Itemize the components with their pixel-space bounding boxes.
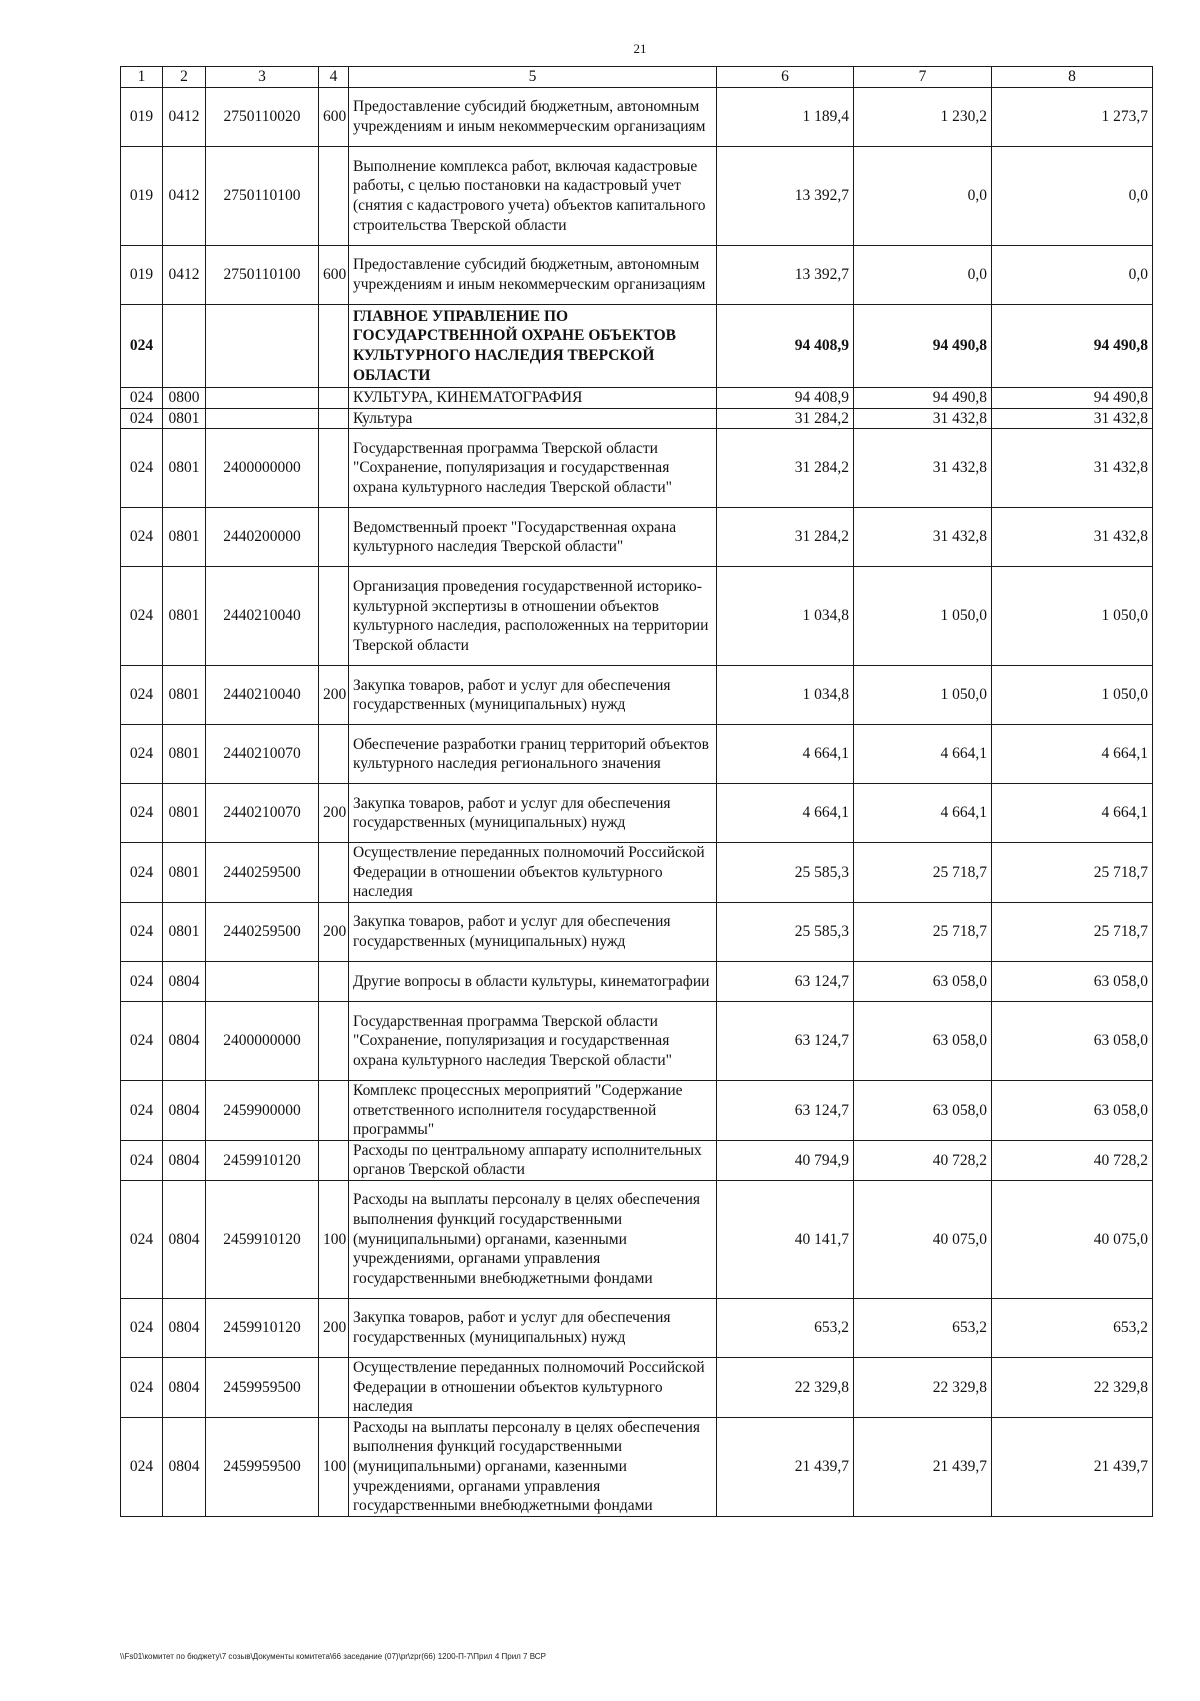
cell-section: 0801 <box>163 429 206 508</box>
cell-chapter: 024 <box>121 1001 163 1080</box>
cell-expense-type: 200 <box>319 666 349 725</box>
cell-target-code <box>206 961 319 1001</box>
table-row <box>121 666 1153 725</box>
cell-amount-col7: 31 432,8 <box>854 429 992 508</box>
cell-name: Осуществление переданных полномочий Российской Федерации в отношении объектов культурного наследия <box>349 843 717 903</box>
cell-section: 0801 <box>163 784 206 843</box>
cell-amount-col7: 31 432,8 <box>854 508 992 567</box>
cell-name: Предоставление субсидий бюджетным, автономным учреждениям и иным некоммерческим организациям <box>349 88 717 147</box>
cell-amount-col7: 63 058,0 <box>854 961 992 1001</box>
cell-amount-col8: 63 058,0 <box>992 961 1153 1001</box>
cell-chapter: 019 <box>121 246 163 305</box>
cell-amount-col8: 94 490,8 <box>992 388 1153 409</box>
cell-name: Другие вопросы в области культуры, кинематографии <box>349 961 717 1001</box>
cell-expense-type: 100 <box>319 1417 349 1516</box>
cell-target-code: 2440259500 <box>206 843 319 903</box>
cell-amount-col6: 21 439,7 <box>717 1417 854 1516</box>
cell-expense-type <box>319 1080 349 1140</box>
table-row <box>121 725 1153 784</box>
cell-section: 0804 <box>163 1180 206 1298</box>
cell-chapter: 024 <box>121 1357 163 1417</box>
cell-expense-type: 600 <box>319 246 349 305</box>
cell-chapter: 024 <box>121 408 163 429</box>
cell-expense-type <box>319 508 349 567</box>
cell-amount-col7: 40 075,0 <box>854 1180 992 1298</box>
cell-chapter: 024 <box>121 1298 163 1357</box>
cell-amount-col7: 94 490,8 <box>854 388 992 409</box>
cell-name: ГЛАВНОЕ УПРАВЛЕНИЕ ПО ГОСУДАРСТВЕННОЙ ОХРАНЕ ОБЪЕКТОВ КУЛЬТУРНОГО НАСЛЕДИЯ ТВЕРСКОЙ ОБЛАСТИ <box>349 305 717 388</box>
cell-section: 0412 <box>163 88 206 147</box>
table-row <box>121 1357 1153 1417</box>
table-row <box>121 246 1153 305</box>
table-row <box>121 88 1153 147</box>
cell-section: 0801 <box>163 508 206 567</box>
table-row <box>121 1080 1153 1140</box>
cell-amount-col7: 1 050,0 <box>854 567 992 666</box>
table-row <box>121 784 1153 843</box>
table-row <box>121 147 1153 246</box>
cell-amount-col8: 40 728,2 <box>992 1140 1153 1180</box>
cell-section: 0801 <box>163 567 206 666</box>
cell-section: 0801 <box>163 902 206 961</box>
budget-table <box>120 66 1153 1517</box>
table-row <box>121 1417 1153 1516</box>
cell-amount-col8: 31 432,8 <box>992 408 1153 429</box>
cell-chapter: 024 <box>121 1180 163 1298</box>
table-row <box>121 508 1153 567</box>
column-header: 8 <box>992 67 1153 88</box>
cell-amount-col7: 0,0 <box>854 147 992 246</box>
cell-expense-type <box>319 1140 349 1180</box>
cell-name: Расходы по центральному аппарату исполнительных органов Тверской области <box>349 1140 717 1180</box>
cell-name: Ведомственный проект "Государственная охрана культурного наследия Тверской области" <box>349 508 717 567</box>
footer-file-path: \\Fs01\комитет по бюджету\7 созыв\Документы комитета\66 заседание (07)\pr\zpr(66) 1200-П-7\Прил 4 Прил 7 ВСР <box>120 1652 546 1661</box>
cell-amount-col6: 40 141,7 <box>717 1180 854 1298</box>
cell-name: Организация проведения государственной историко-культурной экспертизы в отношении объектов культурного наследия, расположенных на территории Тверской области <box>349 567 717 666</box>
cell-name: Закупка товаров, работ и услуг для обеспечения государственных (муниципальных) нужд <box>349 666 717 725</box>
cell-amount-col6: 63 124,7 <box>717 961 854 1001</box>
cell-amount-col7: 22 329,8 <box>854 1357 992 1417</box>
cell-amount-col8: 63 058,0 <box>992 1080 1153 1140</box>
column-header: 4 <box>319 67 349 88</box>
header-row <box>121 67 1153 88</box>
cell-section: 0801 <box>163 408 206 429</box>
cell-amount-col6: 13 392,7 <box>717 246 854 305</box>
cell-expense-type: 100 <box>319 1180 349 1298</box>
cell-section <box>163 305 206 388</box>
cell-chapter: 024 <box>121 508 163 567</box>
cell-chapter: 024 <box>121 666 163 725</box>
cell-target-code: 2459910120 <box>206 1180 319 1298</box>
cell-expense-type <box>319 961 349 1001</box>
cell-section: 0804 <box>163 1080 206 1140</box>
cell-amount-col7: 653,2 <box>854 1298 992 1357</box>
cell-amount-col8: 653,2 <box>992 1298 1153 1357</box>
cell-name: Расходы на выплаты персоналу в целях обеспечения выполнения функций государственными (муниципальными) органами, казенными учреждениями, органами управления государственными внебюджетными фондами <box>349 1417 717 1516</box>
cell-amount-col6: 1 034,8 <box>717 666 854 725</box>
cell-amount-col7: 31 432,8 <box>854 408 992 429</box>
cell-target-code: 2440210070 <box>206 725 319 784</box>
cell-expense-type: 600 <box>319 88 349 147</box>
cell-expense-type: 200 <box>319 902 349 961</box>
cell-expense-type <box>319 388 349 409</box>
column-header: 3 <box>206 67 319 88</box>
cell-amount-col6: 31 284,2 <box>717 508 854 567</box>
cell-name: Закупка товаров, работ и услуг для обеспечения государственных (муниципальных) нужд <box>349 1298 717 1357</box>
cell-expense-type <box>319 147 349 246</box>
cell-amount-col6: 4 664,1 <box>717 725 854 784</box>
cell-name: Расходы на выплаты персоналу в целях обеспечения выполнения функций государственными (муниципальными) органами, казенными учреждениями, органами управления государственными внебюджетными фондами <box>349 1180 717 1298</box>
cell-expense-type: 200 <box>319 784 349 843</box>
cell-amount-col7: 63 058,0 <box>854 1001 992 1080</box>
cell-chapter: 024 <box>121 902 163 961</box>
column-header: 6 <box>717 67 854 88</box>
cell-amount-col6: 25 585,3 <box>717 902 854 961</box>
cell-amount-col7: 21 439,7 <box>854 1417 992 1516</box>
cell-chapter: 024 <box>121 1140 163 1180</box>
table-row <box>121 429 1153 508</box>
cell-section: 0801 <box>163 725 206 784</box>
cell-name: Выполнение комплекса работ, включая кадастровые работы, с целью постановки на кадастровый учет (снятия с кадастрового учета) объектов капитального строительства Тверской области <box>349 147 717 246</box>
cell-section: 0804 <box>163 1357 206 1417</box>
column-header: 5 <box>349 67 717 88</box>
cell-name: Осуществление переданных полномочий Российской Федерации в отношении объектов культурного наследия <box>349 1357 717 1417</box>
cell-amount-col6: 22 329,8 <box>717 1357 854 1417</box>
cell-section: 0804 <box>163 961 206 1001</box>
cell-amount-col8: 4 664,1 <box>992 725 1153 784</box>
cell-amount-col7: 4 664,1 <box>854 784 992 843</box>
cell-chapter: 024 <box>121 843 163 903</box>
cell-amount-col8: 21 439,7 <box>992 1417 1153 1516</box>
cell-target-code: 2459900000 <box>206 1080 319 1140</box>
cell-amount-col8: 1 273,7 <box>992 88 1153 147</box>
cell-expense-type <box>319 843 349 903</box>
cell-target-code: 2440200000 <box>206 508 319 567</box>
cell-section: 0804 <box>163 1298 206 1357</box>
column-header: 7 <box>854 67 992 88</box>
cell-chapter: 024 <box>121 961 163 1001</box>
cell-amount-col7: 94 490,8 <box>854 305 992 388</box>
cell-amount-col6: 63 124,7 <box>717 1080 854 1140</box>
table-row <box>121 1001 1153 1080</box>
cell-name: Культура <box>349 408 717 429</box>
cell-target-code: 2459910120 <box>206 1298 319 1357</box>
cell-amount-col6: 1 189,4 <box>717 88 854 147</box>
cell-amount-col8: 1 050,0 <box>992 666 1153 725</box>
cell-section: 0801 <box>163 666 206 725</box>
cell-target-code <box>206 408 319 429</box>
column-header: 2 <box>163 67 206 88</box>
table-row <box>121 961 1153 1001</box>
cell-expense-type <box>319 567 349 666</box>
cell-chapter: 024 <box>121 429 163 508</box>
cell-chapter: 024 <box>121 388 163 409</box>
cell-expense-type <box>319 429 349 508</box>
cell-target-code: 2750110020 <box>206 88 319 147</box>
cell-section: 0804 <box>163 1417 206 1516</box>
cell-expense-type: 200 <box>319 1298 349 1357</box>
table-row <box>121 902 1153 961</box>
cell-amount-col8: 0,0 <box>992 246 1153 305</box>
cell-chapter: 019 <box>121 147 163 246</box>
cell-target-code <box>206 305 319 388</box>
cell-amount-col8: 22 329,8 <box>992 1357 1153 1417</box>
cell-amount-col8: 25 718,7 <box>992 843 1153 903</box>
table-row <box>121 305 1153 388</box>
cell-amount-col6: 13 392,7 <box>717 147 854 246</box>
cell-amount-col7: 25 718,7 <box>854 843 992 903</box>
cell-amount-col7: 1 230,2 <box>854 88 992 147</box>
cell-section: 0412 <box>163 246 206 305</box>
cell-expense-type <box>319 408 349 429</box>
cell-expense-type <box>319 1001 349 1080</box>
table-row <box>121 1140 1153 1180</box>
cell-target-code: 2440259500 <box>206 902 319 961</box>
cell-section: 0412 <box>163 147 206 246</box>
cell-amount-col8: 1 050,0 <box>992 567 1153 666</box>
cell-amount-col8: 0,0 <box>992 147 1153 246</box>
cell-section: 0804 <box>163 1140 206 1180</box>
cell-amount-col6: 94 408,9 <box>717 305 854 388</box>
cell-name: Закупка товаров, работ и услуг для обеспечения государственных (муниципальных) нужд <box>349 902 717 961</box>
cell-target-code <box>206 388 319 409</box>
cell-amount-col8: 4 664,1 <box>992 784 1153 843</box>
cell-chapter: 024 <box>121 784 163 843</box>
cell-target-code: 2400000000 <box>206 429 319 508</box>
cell-name: Обеспечение разработки границ территорий объектов культурного наследия регионального значения <box>349 725 717 784</box>
cell-name: Государственная программа Тверской области "Сохранение, популяризация и государственная охрана культурного наследия Тверской области" <box>349 429 717 508</box>
cell-target-code: 2459959500 <box>206 1417 319 1516</box>
cell-amount-col7: 40 728,2 <box>854 1140 992 1180</box>
table-row <box>121 567 1153 666</box>
table-row <box>121 1298 1153 1357</box>
cell-expense-type <box>319 725 349 784</box>
cell-amount-col6: 653,2 <box>717 1298 854 1357</box>
cell-target-code: 2459910120 <box>206 1140 319 1180</box>
cell-amount-col7: 1 050,0 <box>854 666 992 725</box>
cell-amount-col7: 0,0 <box>854 246 992 305</box>
cell-expense-type <box>319 1357 349 1417</box>
cell-amount-col8: 40 075,0 <box>992 1180 1153 1298</box>
cell-name: Государственная программа Тверской области "Сохранение, популяризация и государственная охрана культурного наследия Тверской области" <box>349 1001 717 1080</box>
cell-expense-type <box>319 305 349 388</box>
cell-target-code: 2459959500 <box>206 1357 319 1417</box>
table-row <box>121 1180 1153 1298</box>
cell-section: 0801 <box>163 843 206 903</box>
cell-amount-col8: 94 490,8 <box>992 305 1153 388</box>
cell-section: 0804 <box>163 1001 206 1080</box>
cell-chapter: 024 <box>121 567 163 666</box>
cell-target-code: 2440210040 <box>206 666 319 725</box>
cell-target-code: 2750110100 <box>206 246 319 305</box>
cell-amount-col8: 25 718,7 <box>992 902 1153 961</box>
cell-amount-col7: 25 718,7 <box>854 902 992 961</box>
cell-amount-col7: 63 058,0 <box>854 1080 992 1140</box>
cell-chapter: 024 <box>121 305 163 388</box>
cell-amount-col6: 4 664,1 <box>717 784 854 843</box>
table-row <box>121 843 1153 903</box>
cell-target-code: 2400000000 <box>206 1001 319 1080</box>
cell-chapter: 024 <box>121 1417 163 1516</box>
cell-amount-col6: 31 284,2 <box>717 429 854 508</box>
page-number: 21 <box>633 41 647 56</box>
cell-name: Закупка товаров, работ и услуг для обеспечения государственных (муниципальных) нужд <box>349 784 717 843</box>
cell-chapter: 024 <box>121 1080 163 1140</box>
cell-amount-col8: 63 058,0 <box>992 1001 1153 1080</box>
column-header: 1 <box>121 67 163 88</box>
cell-amount-col8: 31 432,8 <box>992 429 1153 508</box>
cell-target-code: 2440210040 <box>206 567 319 666</box>
cell-name: Предоставление субсидий бюджетным, автономным учреждениям и иным некоммерческим организациям <box>349 246 717 305</box>
cell-amount-col7: 4 664,1 <box>854 725 992 784</box>
cell-chapter: 024 <box>121 725 163 784</box>
cell-amount-col6: 31 284,2 <box>717 408 854 429</box>
cell-name: КУЛЬТУРА, КИНЕМАТОГРАФИЯ <box>349 388 717 409</box>
cell-amount-col6: 63 124,7 <box>717 1001 854 1080</box>
cell-amount-col6: 94 408,9 <box>717 388 854 409</box>
cell-amount-col6: 1 034,8 <box>717 567 854 666</box>
cell-amount-col6: 25 585,3 <box>717 843 854 903</box>
cell-chapter: 019 <box>121 88 163 147</box>
cell-target-code: 2440210070 <box>206 784 319 843</box>
table-row <box>121 388 1153 409</box>
cell-name: Комплекс процессных мероприятий "Содержание ответственного исполнителя государственной программы" <box>349 1080 717 1140</box>
cell-target-code: 2750110100 <box>206 147 319 246</box>
cell-amount-col6: 40 794,9 <box>717 1140 854 1180</box>
cell-section: 0800 <box>163 388 206 409</box>
cell-amount-col8: 31 432,8 <box>992 508 1153 567</box>
table-row <box>121 408 1153 429</box>
